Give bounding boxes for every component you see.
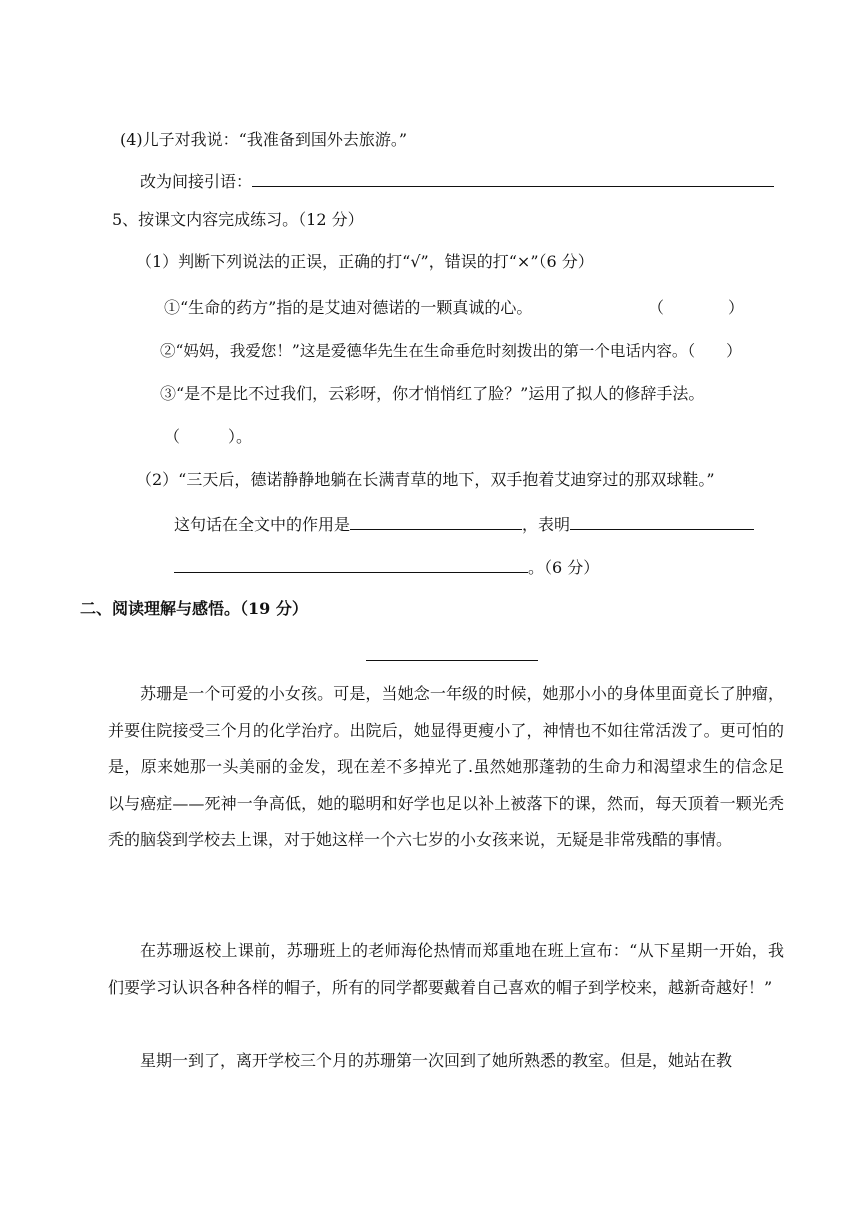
- q5-part2-end: 。（6 分）: [528, 558, 600, 577]
- q5-part2-row1: [174, 511, 754, 537]
- q5-part2-blank2[interactable]: [570, 511, 754, 530]
- q5-part2-blank3[interactable]: [174, 554, 528, 573]
- q5-title: 5、按课文内容完成练习。（12 分）: [112, 210, 364, 229]
- passage-title-blank[interactable]: [366, 660, 538, 661]
- q5-item1-paren[interactable]: （ ）: [648, 298, 745, 317]
- q5-part2-prompt-b: ，表明: [522, 515, 571, 534]
- q5-part2-prompt-a: 这句话在全文中的作用是: [174, 515, 351, 534]
- q4-answer-row: [140, 168, 774, 194]
- q4-sentence: (4)儿子对我说：“我准备到国外去旅游。”: [120, 130, 408, 149]
- q5-part2-blank1[interactable]: [350, 511, 522, 530]
- q5-item3: ③“是不是比不过我们，云彩呀，你才悄悄红了脸？”运用了拟人的修辞手法。: [160, 384, 705, 403]
- q5-item1: ①“生命的药方”指的是艾迪对德诺的一颗真诚的心。: [164, 298, 533, 317]
- q5-item3-paren[interactable]: （ ）。: [164, 427, 253, 446]
- q4-answer-blank[interactable]: [252, 168, 774, 187]
- passage-paragraph-2: 在苏珊返校上课前，苏珊班上的老师海伦热情而郑重地在班上宣布：“从下星期一开始，我们要学习认识各种各样的帽子，所有的同学都要戴着自己喜欢的帽子到学校来，越新奇越好！”: [108, 941, 784, 997]
- section2-heading: 二、阅读理解与感悟。（19 分）: [80, 599, 308, 618]
- q5-part2-quote: （2）“三天后，德诺静静地躺在长满青草的地下，双手抱着艾迪穿过的那双球鞋。”: [136, 470, 715, 489]
- q5-part1-title: （1）判断下列说法的正误，正确的打“√”，错误的打“×”（6 分）: [136, 252, 594, 271]
- q4-prompt: 改为间接引语：: [140, 172, 253, 191]
- q5-part2-row2: [174, 554, 599, 580]
- passage-paragraph-3: 星期一到了，离开学校三个月的苏珊第一次回到了她所熟悉的教室。但是，她站在教: [140, 1051, 733, 1070]
- q5-item2: ②“妈妈，我爱您！”这是爱德华先生在生命垂危时刻拨出的第一个电话内容。（ ）: [160, 342, 742, 360]
- passage-paragraph-1: 苏珊是一个可爱的小女孩。可是，当她念一年级的时候，她那小小的身体里面竟长了肿瘤，并要住院接受三个月的化学治疗。出院后，她显得更瘦小了，神情也不如往常活泼了。更可怕的是，原来她那一头美丽的金发，现在差不多掉光了.虽然她那蓬勃的生命力和渴望求生的信念足以与癌症——死神一争高低，她的聪明和好学也足以补上被落下的课，然而，每天顶着一颗光秃秃的脑袋到学校去上课，对于她这样一个六七岁的小女孩来说，无疑是非常残酷的事情。: [108, 684, 784, 849]
